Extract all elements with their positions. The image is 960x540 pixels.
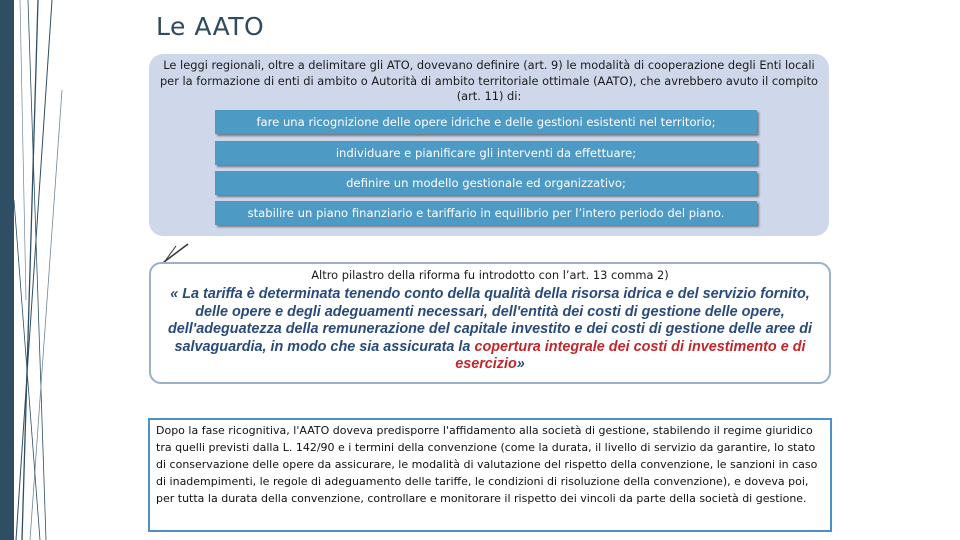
final-text: Dopo la fase ricognitiva, l'AATO doveva predisporre l'affidamento alla società di gestione, stabilendo il regime giuridico tra quelli previsti dalla L. 142/90 e i termini della convenzione (come la durata, il livello di servizio da garantire, lo stato di conservazione delle opere da assicurare, le modalità di valutazione del rispetto della convenzione, le sanzioni in caso di inadempimenti, le regole di adeguamento delle tariffe, le condizioni di risoluzione della convenzione), e doveva poi, per tutta la durata della convenzione, controllare e monitorare il rispetto dei vincoli da parte della società di gestione. [156, 424, 818, 505]
slide-title: Le AATO [156, 12, 265, 41]
quote-end: » [516, 356, 525, 373]
tariff-quote [158, 286, 822, 374]
task-item: stabilire un piano finanziario e tariffario in equilibrio per l’intero periodo del piano. [215, 201, 757, 225]
task-item: fare una ricognizione delle opere idriche e delle gestioni esistenti nel territorio; [215, 110, 757, 134]
task-item: definire un modello gestionale ed organizzativo; [215, 171, 757, 195]
tariff-lead: Altro pilastro della riforma fu introdotto con l’art. 13 comma 2) [311, 268, 669, 282]
decorative-lines [0, 0, 140, 540]
task-item: individuare e pianificare gli interventi da effettuare; [215, 141, 757, 165]
intro-text: Le leggi regionali, oltre a delimitare gli ATO, dovevano definire (art. 9) le modalità di cooperazione degli Enti locali per la formazione di enti di ambito o Autorità di ambito territoriale ottimale (AATO), che avrebbero avuto il compito (art. 11) di: [159, 58, 819, 103]
quote-highlight: copertura integrale dei costi di investimento e di esercizio [455, 338, 806, 373]
quote-main: « La tariffa è determinata tenendo conto della qualità della risorsa idrica e del servizio fornito, delle opere e degli adeguamenti necessari, dell'entità dei costi di gestione delle opere, dell'adeguatezza della remunerazione del capitale investito e dei costi di gestione delle aree di salvaguardia, in modo che sia assicurata la [167, 286, 812, 355]
